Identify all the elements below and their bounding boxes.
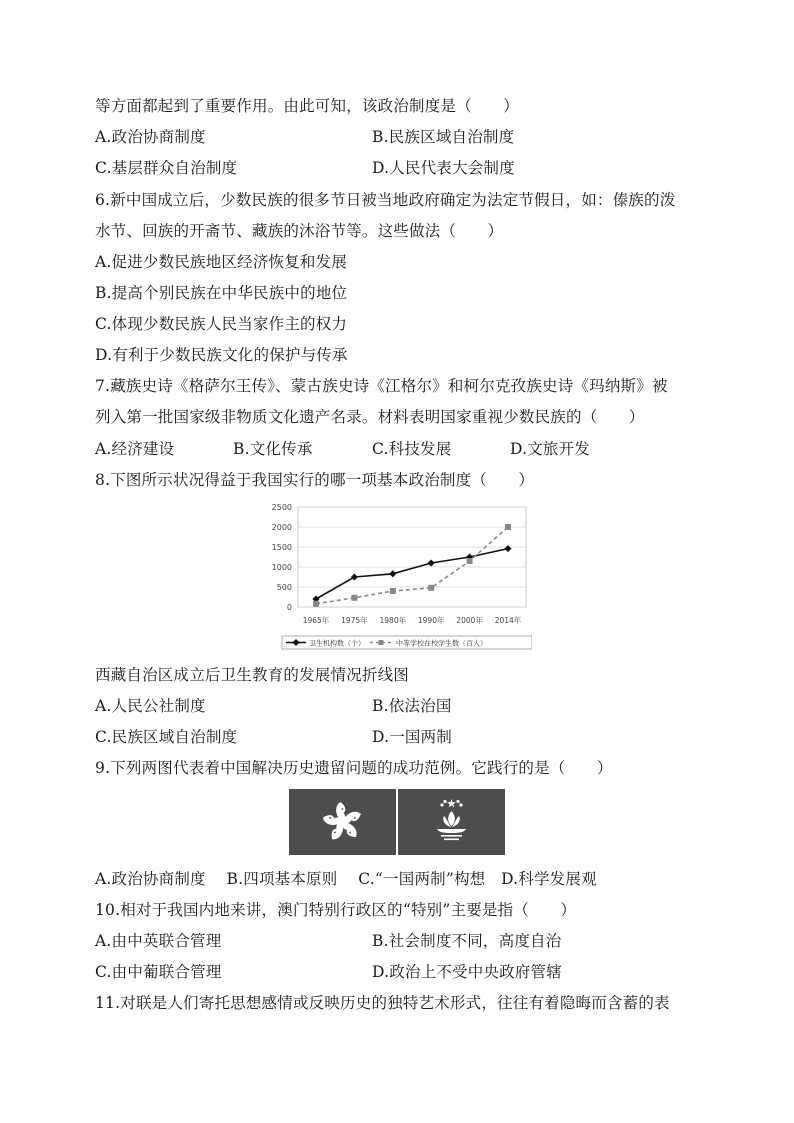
y-tick-label: 0 [286, 603, 292, 612]
series-2-point [351, 595, 357, 601]
q8-option-d: D.一国两制 [372, 728, 453, 746]
q7-option-b: B.文化传承 [233, 440, 313, 458]
q6-option-b: B.提高个别民族在中华民族中的地位 [95, 284, 348, 302]
series-1-point [428, 559, 435, 566]
series-line-1 [316, 549, 508, 599]
x-tick-label: 1975年 [341, 616, 368, 625]
series-2-point [313, 601, 319, 607]
q8-stem: 8.下图所示状况得益于我国实行的哪一项基本政治制度（ ） [95, 471, 535, 489]
series-2-point [428, 585, 434, 591]
q11-stem: 11.对联是人们寄托思想感情或反映历史的独特艺术形式，往往有着隐晦而含蓄的表 [95, 994, 670, 1012]
q5-option-c: C.基层群众自治制度 [95, 159, 238, 177]
q7-stem-2: 列入第一批国家级非物质文化遗产名录。材料表明国家重视少数民族的（ ） [95, 408, 645, 426]
y-tick-label: 2000 [271, 523, 292, 532]
macau-flag [398, 789, 505, 855]
q8-option-c: C.民族区域自治制度 [95, 728, 238, 746]
plot-area-frame [298, 507, 526, 607]
q9-stem: 9.下列两图代表着中国解决历史遗留问题的成功范例。它践行的是（ ） [95, 759, 613, 777]
legend-marker-1 [292, 639, 299, 646]
q10-option-d: D.政治上不受中央政府管辖 [372, 963, 562, 981]
q10-option-b: B.社会制度不同，高度自治 [372, 932, 562, 950]
y-tick-label: 2500 [271, 503, 292, 512]
x-tick-label: 1990年 [417, 616, 445, 625]
q5-option-b: B.民族区域自治制度 [372, 128, 515, 146]
x-tick-label: 2000年 [456, 616, 483, 625]
chart-caption: 西藏自治区成立后卫生教育的发展情况折线图 [95, 666, 410, 684]
y-tick-label: 1000 [271, 563, 292, 572]
q5-option-d: D.人民代表大会制度 [372, 159, 515, 177]
q6-stem-1: 6.新中国成立后，少数民族的很多节日被当地政府确定为法定节假日，如：傣族的泼 [95, 191, 676, 209]
y-tick-label: 1500 [271, 543, 292, 552]
q6-stem-2: 水节、回族的开斋节、藏族的沐浴节等。这些做法（ ） [95, 222, 504, 240]
q10-stem: 10.相对于我国内地来讲，澳门特别行政区的“特别”主要是指（ ） [95, 901, 577, 919]
q6-option-c: C.体现少数民族人民当家作主的权力 [95, 315, 348, 333]
q7-option-d: D.文旅开发 [510, 440, 591, 458]
series-1-point [389, 570, 396, 577]
series-2-point [467, 558, 473, 564]
legend-marker-2 [379, 640, 384, 645]
tibet-line-chart [262, 503, 532, 651]
y-tick-label: 500 [276, 583, 292, 592]
series-line-2 [316, 527, 508, 604]
series-1-point [504, 545, 511, 552]
q8-option-a: A.人民公社制度 [95, 697, 206, 715]
hong-kong-flag [289, 789, 396, 855]
series-2-point [390, 588, 396, 594]
q10-option-a: A.由中英联合管理 [95, 932, 222, 950]
q5-option-a: A.政治协商制度 [95, 128, 206, 146]
bauhinia-flower-icon [289, 789, 396, 855]
q7-option-a: A.经济建设 [95, 440, 175, 458]
q7-option-c: C.科技发展 [372, 440, 452, 458]
petal-star [342, 808, 344, 810]
q10-option-c: C.由中葡联合管理 [95, 963, 222, 981]
lotus-stars-icon [398, 789, 505, 855]
chart-svg [262, 503, 532, 651]
series-2-point [505, 524, 511, 530]
line-q5-stem-end: 等方面都起到了重要作用。由此可知，该政治制度是（ ） [95, 97, 519, 115]
legend-label-2: 中等学校在校学生数（百人） [396, 639, 487, 648]
q6-option-a: A.促进少数民族地区经济恢复和发展 [95, 253, 348, 271]
q6-option-d: D.有利于少数民族文化的保护与传承 [95, 346, 348, 364]
q9-options: A.政治协商制度 B.四项基本原则 C.“一国两制”构想 D.科学发展观 [95, 870, 597, 888]
x-tick-label: 1980年 [379, 616, 407, 625]
series-1-point [351, 573, 358, 580]
q8-option-b: B.依法治国 [372, 697, 452, 715]
legend-label-1: 卫生机构数（个） [309, 639, 365, 648]
x-tick-label: 2014年 [494, 616, 522, 625]
q7-stem-1: 7.藏族史诗《格萨尔王传》、蒙古族史诗《江格尔》和柯尔克孜族史诗《玛纳斯》被 [95, 377, 668, 395]
x-tick-label: 1965年 [302, 616, 330, 625]
